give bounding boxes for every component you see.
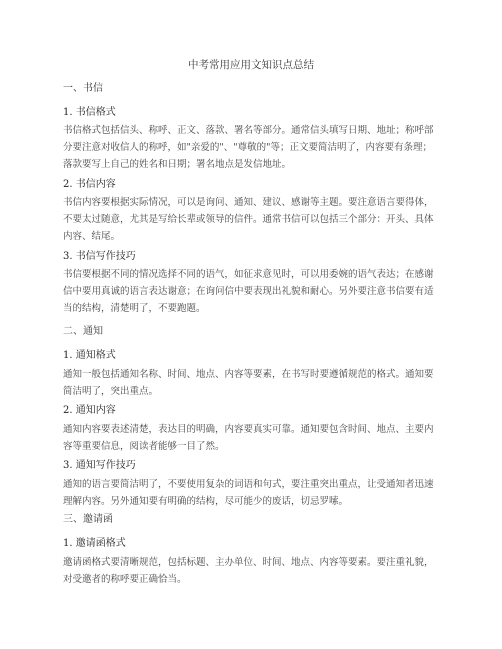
document-title: 中考常用应用文知识点总结: [188, 59, 314, 71]
paragraph-letter-content: [63, 194, 441, 245]
text-line: 通知的语言要简洁明了，不要使用复杂的词语和句式，要注重突出重点，让受通知者迅速: [63, 479, 434, 490]
text-line: 理解内容。另外通知要有明确的结构，尽可能少的废话，切忌罗嗦。: [63, 496, 349, 507]
text-line: 容等重要信息，阅读者能够一目了然。: [63, 441, 225, 452]
subheading-letter-content: 2. 书信内容: [63, 179, 116, 190]
subheading-letter-tips: 3. 书信写作技巧: [63, 251, 136, 262]
text-line: 信中要用真诚的语言表达谢意；在询问信中要表现出礼貌和耐心。另外要注意书信要有适: [63, 286, 434, 297]
text-line: 不要太过随意，尤其是写给长辈或领导的信件。通常书信可以包括三个部分：开头、具体: [63, 214, 434, 225]
text-line: 内容、结尾。: [63, 231, 121, 242]
paragraph-notice-format: [63, 366, 441, 400]
text-line: 当的结构，清楚明了，不要跑题。: [63, 303, 206, 314]
text-line: 简洁明了，突出重点。: [63, 386, 159, 397]
text-line: 对受邀者的称呼要正确恰当。: [63, 574, 187, 585]
subheading-notice-format: 1. 通知格式: [63, 350, 116, 361]
paragraph-notice-content: [63, 421, 441, 455]
text-line: 书信要根据不同的情况选择不同的语气，如征求意见时，可以用委婉的语气表达；在感谢: [63, 269, 434, 280]
section-heading-letters: 一、书信: [63, 83, 103, 94]
subheading-notice-content: 2. 通知内容: [63, 405, 116, 416]
paragraph-invitation-format: [63, 554, 441, 588]
text-line: 书信格式包括信头、称呼、正文、落款、署名等部分。通常信头填写日期、地址；称呼部: [63, 125, 434, 136]
section-heading-notices: 二、通知: [63, 326, 103, 337]
section-heading-invitations: 三、邀请函: [63, 514, 113, 525]
paragraph-letter-format: [63, 122, 441, 173]
text-line: 通知一般包括通知名称、时间、地点、内容等要素，在书写时要遵循规范的格式。通知要: [63, 369, 434, 380]
subheading-notice-tips: 3. 通知写作技巧: [63, 460, 136, 471]
text-line: 书信内容要根据实际情况，可以是询问、通知、建议、感谢等主题。要注意语言要得体，: [63, 197, 434, 208]
text-line: 邀请函格式要清晰规范，包括标题、主办单位、时间、地点、内容等要素。要注重礼貌，: [63, 557, 434, 568]
text-line: 分要注意对收信人的称呼，如"亲爱的"、"尊敬的"等；正文要简洁明了，内容要有条理；: [63, 142, 432, 153]
text-line: 落款要写上自己的姓名和日期；署名地点是发信地址。: [63, 159, 292, 170]
paragraph-notice-tips: [63, 476, 441, 510]
subheading-letter-format: 1. 书信格式: [63, 107, 116, 118]
subheading-invitation-format: 1. 邀请函格式: [63, 538, 126, 549]
text-line: 通知内容要表述清楚，表达目的明确，内容要真实可靠。通知要包含时间、地点、主要内: [63, 424, 434, 435]
paragraph-letter-tips: [63, 266, 441, 317]
